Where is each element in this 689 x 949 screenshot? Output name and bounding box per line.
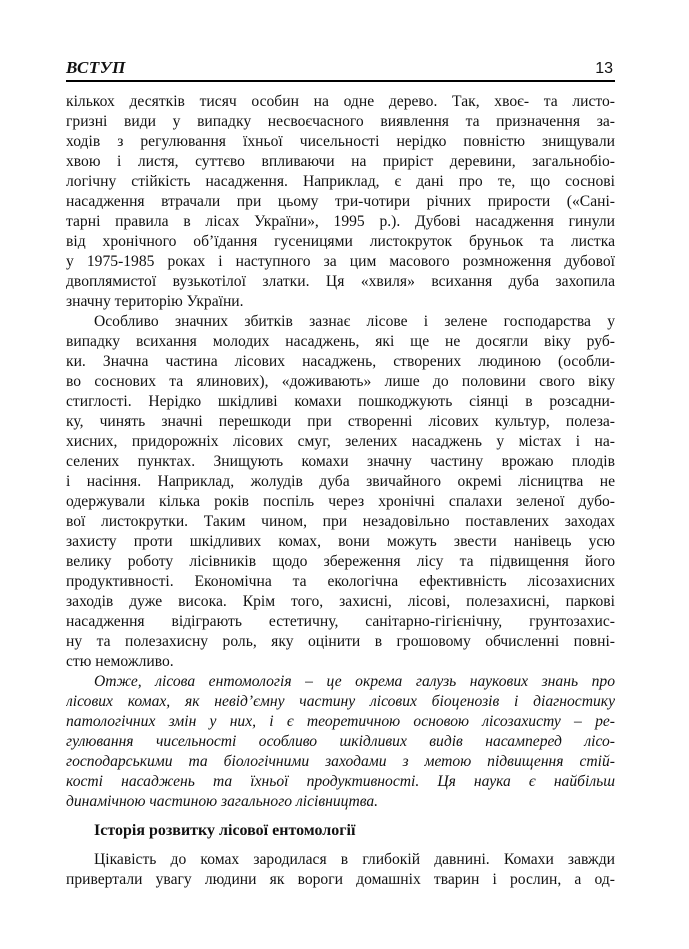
- text-line: гризні види у випадку несвоєчасного виявлення та призначення за-: [66, 113, 615, 130]
- page-header: [66, 58, 615, 82]
- text-line: значну територію України.: [66, 293, 244, 310]
- text-line: кості насаджень та їхньої продуктивності. Ця наука є найбільш: [66, 773, 615, 790]
- text-line: господарськими та біологічними заходами з метою підвищення стій-: [66, 753, 615, 770]
- text-line: продуктивності. Економічна та екологічна ефективність лісозахисних: [66, 573, 615, 590]
- text-line: одержували кілька років поспіль через хронічні спалахи зеленої дубо-: [66, 493, 615, 510]
- text-line: від хронічного об’їдання гусеницями листокруток бруньок та листка: [66, 233, 615, 250]
- text-line: заходів дуже висока. Крім того, захисні, лісові, полезахисні, паркові: [66, 593, 615, 610]
- text-line: гулювання чисельності особливо шкідливих видів насамперед лісо-: [66, 733, 615, 750]
- text-line: кількох десятків тисяч особин на одне дерево. Так, хвоє- та листо-: [66, 93, 615, 110]
- text-line: стиглості. Нерідко шкідливі комахи пошкоджують сіянці в розсадни-: [66, 393, 615, 410]
- text-line: тарні правила в лісах України», 1995 р.). Дубові насадження гинули: [66, 213, 615, 230]
- text-line: привертали увагу людини як вороги домашніх тварин і рослин, а од-: [66, 871, 615, 888]
- paragraph-2: [66, 312, 615, 672]
- text-line: лісових комах, як невід’ємну частину лісових біоценозів і діагностику: [66, 693, 615, 710]
- text-line: велику роботу лісівників щодо збереження лісу та підвищення його: [66, 553, 615, 570]
- text-line: Особливо значних збитків зазнає лісове і зелене господарства у: [94, 313, 615, 330]
- paragraph-1: [66, 92, 615, 312]
- text-line: і насіння. Наприклад, жолудів дуба звичайного окремі лісництва не: [66, 473, 615, 490]
- text-line: во соснових та ялинових), «доживають» лише до половини свого віку: [66, 373, 615, 390]
- text-line: стю неможливо.: [66, 653, 174, 670]
- text-line: у 1975-1985 роках і наступного за цим масового розмноження дубової: [66, 253, 615, 270]
- text-line: насадження втрачали при цьому три-чотири річних прирости («Сані-: [66, 193, 615, 210]
- text-line: випадку всихання молодих насаджень, які ще не досягли віку руб-: [66, 333, 615, 350]
- text-line: ку, чинять значні перешкоди при створенні лісових культур, полеза-: [66, 413, 615, 430]
- text-line: динамічною частиною загального лісівництва.: [66, 793, 379, 810]
- text-line: насадження відіграють естетичну, санітарно-гігієнічну, грунтозахис-: [66, 613, 615, 630]
- text-line: вої листокрутки. Таким чином, при незадовільно поставлених заходах: [66, 513, 615, 530]
- text-line: Цікавість до комах зародилася в глибокій давнині. Комахи завжди: [94, 851, 615, 868]
- text-line: Отже, лісова ентомологія – це окрема галузь наукових знань про: [94, 673, 615, 690]
- text-line: патологічних змін у них, і є теоретичною основою лісозахисту – ре-: [66, 713, 615, 730]
- page-body: [66, 92, 615, 890]
- text-line: ходів з регулювання їхньої чисельності нерідко повністю знищували: [66, 133, 615, 150]
- text-line: захисту проти шкідливих комах, вони можуть звести нанівець усю: [66, 533, 615, 550]
- paragraph-4: [66, 850, 615, 890]
- text-line: логічну стійкість насадження. Наприклад, є дані про те, що соснові: [66, 173, 615, 190]
- text-line: ки. Значна частина лісових насаджень, створених людиною (особли-: [66, 353, 615, 370]
- section-heading: Історія розвитку лісової ентомології: [94, 822, 356, 839]
- text-line: двоплямистої вузькотілої златки. Ця «хвиля» всихання дуба захопила: [66, 273, 615, 290]
- paragraph-conclusion: [66, 672, 615, 812]
- page-number: 13: [595, 60, 613, 77]
- running-head: ВСТУП: [66, 58, 126, 77]
- text-line: селених пунктах. Знищують комахи значну частину врожаю плодів: [66, 453, 615, 470]
- text-line: ну та полезахисну роль, яку оцінити в грошовому обчисленні повні-: [66, 633, 615, 650]
- text-line: хвою і листя, суттєво впливаючи на приріст деревини, загальнобіо-: [66, 153, 615, 170]
- text-line: хисних, придорожніх лісових смуг, зелених насаджень у містах і на-: [66, 433, 615, 450]
